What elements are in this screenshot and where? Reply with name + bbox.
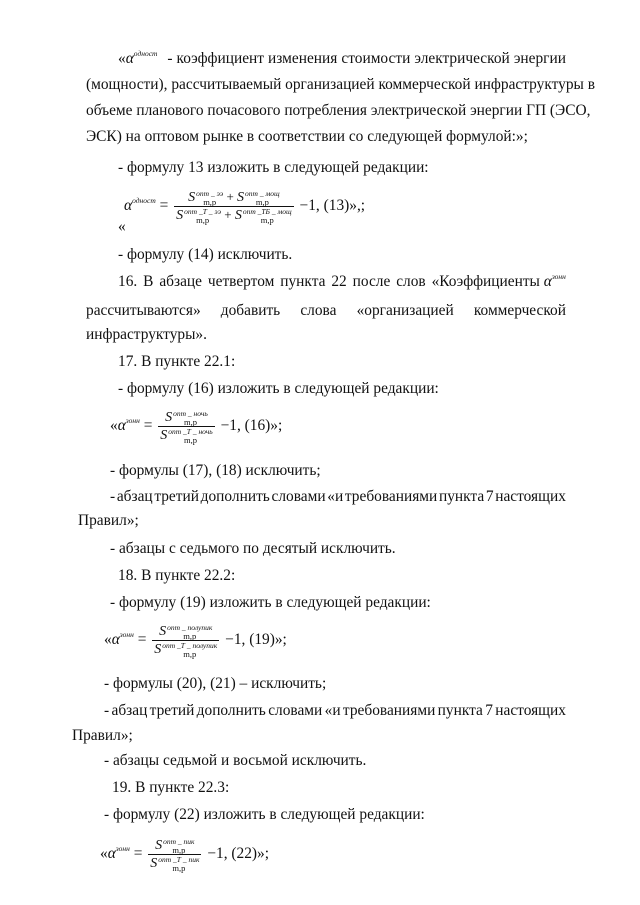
list-item: - формулу (14) исключить. <box>118 246 293 263</box>
section-heading: 18. В пункте 22.2: <box>118 567 236 584</box>
list-item: - абзацы с седьмого по десятый исключить. <box>110 540 396 557</box>
word: коэффициент <box>176 50 264 67</box>
list-item: - абзац третий дополнить словами «и требованиями пункта 7 настоящих <box>104 702 566 719</box>
alpha-symbol: α <box>125 50 134 67</box>
paragraph-line: Правил»; <box>78 512 139 529</box>
alpha-symbol: α <box>124 197 133 214</box>
alpha-superscript: одност <box>132 196 156 205</box>
section-heading: 19. В пункте 22.3: <box>112 779 230 796</box>
formula-13 <box>118 186 365 226</box>
alpha-symbol: α <box>543 273 552 290</box>
numerator: S опт _ ээ m,p + S опт _ мощ m,p <box>174 189 294 207</box>
open-quote: « <box>118 218 126 235</box>
section-heading: 17. В пункте 22.1: <box>118 353 236 370</box>
list-item: - формулу (22) изложить в следующей редакции: <box>104 806 425 823</box>
word: энергии <box>513 50 566 67</box>
formula-tail: −1, (13)»,; <box>299 197 366 214</box>
paragraph-line: (мощности), рассчитываемый организацией коммерческой инфраструктуры в <box>86 76 595 93</box>
paragraph-line: рассчитываются» добавить слова «организацией коммерческой <box>86 302 566 319</box>
formula-fraction <box>174 189 294 224</box>
list-item: - формулу 13 изложить в следующей редакции: <box>118 159 429 176</box>
formula-16: «$\alpha^{зонн}$ = S опт _ ночь m,p S опт _Т _ ночь m,p −1, (16)»; <box>110 408 283 445</box>
list-item: - формулы (17), (18) исключить; <box>110 462 321 479</box>
formula-19: «$\alpha^{зонн}$ = S опт _ полупик m,p S опт _Т _ полупик m,p −1, (19)»; <box>104 622 287 659</box>
list-item: - абзацы седьмой и восьмой исключить. <box>104 752 367 769</box>
formula-fraction: S опт _ полупик m,p S опт _Т _ полупик m,p <box>154 622 218 659</box>
word: стоимости <box>341 50 411 67</box>
alpha-superscript: зонн <box>551 272 566 281</box>
paragraph-line: Правил»; <box>72 727 133 744</box>
paragraph-line <box>118 50 566 70</box>
paragraph-line: ЭСК) на оптовом рынке в соответствии со следующей формулой:»; <box>86 128 528 145</box>
list-item: - формулу (19) изложить в следующей редакции: <box>110 594 431 611</box>
paragraph-line: инфраструктуры». <box>86 326 207 343</box>
open-quote: « <box>118 50 126 67</box>
equals-sign: = <box>159 197 169 214</box>
formula-fraction: S опт _ ночь m,p S опт _Т _ ночь m,p <box>160 408 213 445</box>
list-item: - формулу (16) изложить в следующей редакции: <box>118 380 439 397</box>
paragraph-line: 16. В абзаце четвертом пункта 22 после слов «Коэффициенты $\alpha^{зонн}$ <box>118 272 566 290</box>
word: изменения <box>268 50 338 67</box>
list-item: - абзац третий дополнить словами «и требованиями пункта 7 настоящих <box>110 488 566 505</box>
alpha-superscript: одност <box>133 49 158 58</box>
paragraph-line: объеме планового почасового потребления электрической энергии ГП (ЭСО, <box>86 102 591 119</box>
list-item: - формулы (20), (21) – исключить; <box>104 675 327 692</box>
dash: - <box>167 50 173 67</box>
formula-fraction: S опт _ пик m,p S опт _Т _ пик m,p <box>150 836 200 873</box>
word: электрической <box>414 50 510 67</box>
formula-22: «$\alpha^{зонн}$ = S опт _ пик m,p S опт _Т _ пик m,p −1, (22)»; <box>100 836 270 873</box>
denominator: S опт _Т _ ээ m,p + S опт _ТБ _ мощ m,p <box>176 206 292 225</box>
